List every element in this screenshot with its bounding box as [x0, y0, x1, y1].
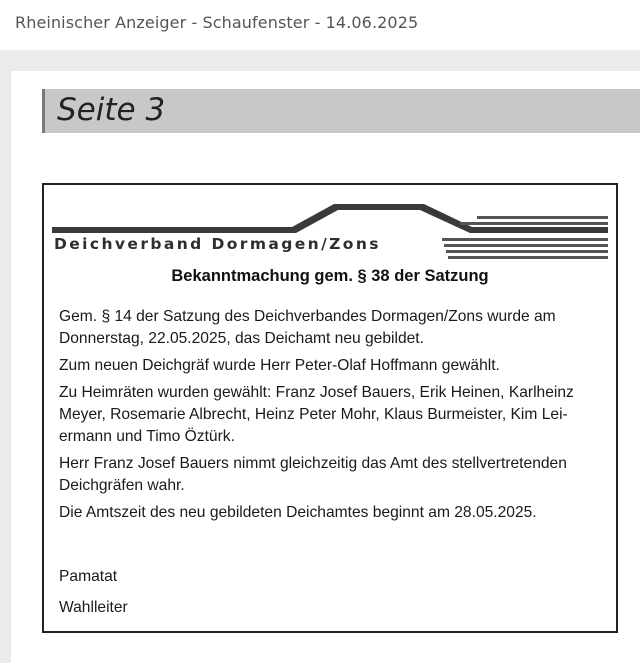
- newspaper-page: [11, 71, 640, 663]
- signature-role: Wahlleiter: [59, 599, 128, 616]
- paragraph: Zum neuen Deichgräf wurde Herr Peter-Olaf Hoffmann gewählt.: [59, 357, 500, 374]
- deichverband-logo: [52, 197, 608, 261]
- top-bar: [0, 0, 640, 50]
- logo-wordmark: Deichverband Dormagen/Zons: [54, 235, 381, 253]
- announcement-body: [59, 306, 607, 529]
- page-number-banner: [42, 89, 640, 133]
- paragraph: Die Amtszeit des neu gebildeten Deichamtes beginnt am 28.05.2025.: [59, 504, 537, 521]
- announcement-box: [42, 183, 618, 633]
- paragraph: Herr Franz Josef Bauers nimmt gleichzeitig das Amt des stellvertretenden Deichgräfen wahr.: [59, 455, 567, 494]
- paragraph: Gem. § 14 der Satzung des Deichverbandes Dormagen/Zons wurde am Donnerstag, 22.05.2025, das Deichamt neu gebildet.: [59, 308, 556, 347]
- page-number-label: Seite 3: [57, 92, 166, 128]
- paragraph: Zu Heimräten wurden gewählt: Franz Josef Bauers, Erik Heinen, Karlheinz Meyer, Rosemarie Albrecht, Heinz Peter Mohr, Klaus Burmeister, Kim Leiermann und Timo Öztürk.: [59, 384, 574, 445]
- publication-title: Rheinischer Anzeiger - Schaufenster - 14.06.2025: [15, 13, 419, 32]
- signature-name: Pamatat: [59, 568, 118, 585]
- announcement-headline: Bekanntmachung gem. § 38 der Satzung: [171, 267, 489, 285]
